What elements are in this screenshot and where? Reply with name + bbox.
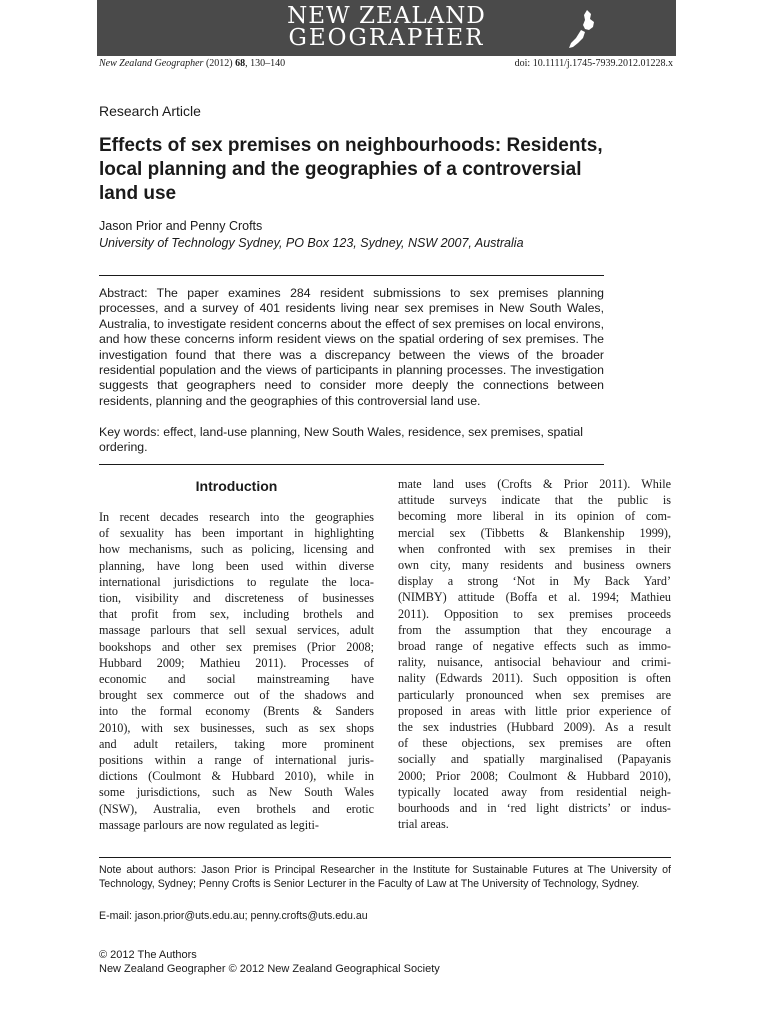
divider — [99, 275, 604, 276]
body-line: from the assumption that they encourage a — [398, 622, 671, 637]
copyright-line1: © 2012 The Authors — [99, 949, 197, 961]
body-line: economic and social mainstreaming have — [99, 672, 374, 687]
body-line: becoming more liberal in its opinion of com- — [398, 509, 671, 524]
keywords-text: effect, land-use planning, New South Wales, residence, sex premises, spatial ordering. — [99, 425, 583, 455]
body-line: trial areas. — [398, 817, 449, 832]
body-line: 2011). Opposition to sex premises proceeds — [398, 606, 671, 621]
masthead-line2: GEOGRAPHER — [288, 25, 485, 51]
body-line: typically located away from residential neigh- — [398, 784, 671, 799]
body-line: some jurisdictions, such as New South Wales — [99, 785, 374, 800]
citation-volume: 68 — [235, 58, 246, 69]
article-type: Research Article — [99, 103, 201, 119]
body-line: 2000; Prior 2008; Coulmont & Hubbard 2010), — [398, 768, 671, 783]
divider — [99, 857, 671, 858]
body-line: and adult retailers, taking more prominent — [99, 736, 374, 751]
divider — [99, 464, 604, 465]
body-line: massage parlours are now regulated as legiti- — [99, 817, 319, 832]
authors: Jason Prior and Penny Crofts — [99, 219, 263, 233]
keywords-label: Key words: — [99, 425, 160, 439]
body-line: mercial sex (Tibbetts & Blankenship 1999), — [398, 525, 671, 540]
abstract — [99, 286, 604, 409]
article-title: Effects of sex premises on neighbourhoods: Residents, local planning and the geographies of a controversial land use — [99, 135, 603, 204]
citation-year: (2012) — [203, 58, 236, 69]
body-line: bookshops and other sex premises (Prior 2008; — [99, 639, 374, 654]
new-zealand-map-icon — [563, 8, 603, 50]
body-line: proposed in areas with little prior experience of — [398, 703, 671, 718]
email-line[interactable]: E-mail: jason.prior@uts.edu.au; penny.crofts@uts.edu.au — [99, 910, 368, 922]
body-line: of sexuality has been important in highlighting — [99, 526, 374, 541]
copyright — [99, 948, 440, 976]
body-line: bourhoods and in ‘red light districts’ or indus- — [398, 801, 671, 816]
body-line: mate land uses (Crofts & Prior 2011). While — [398, 477, 671, 491]
body-line: of these objections, sex premises are often — [398, 736, 671, 751]
affiliation: University of Technology Sydney, PO Box 123, Sydney, NSW 2007, Australia — [99, 236, 524, 250]
body-line: (NSW), Australia, even brothels and erotic — [99, 801, 374, 816]
body-line: the sex industries (Hubbard 2009). As a result — [398, 720, 671, 735]
body-line: into the formal economy (Brents & Sanders — [99, 704, 374, 719]
body-line: that profit from sex, including brothels and — [99, 607, 374, 622]
body-line: international jurisdictions to regulate the loca- — [99, 574, 374, 589]
body-line: broad range of negative effects such as immo- — [398, 639, 671, 654]
body-column-left — [99, 509, 374, 833]
keywords — [99, 425, 604, 456]
body-line: how mechanisms, such as policing, licensing and — [99, 542, 374, 557]
section-heading: Introduction — [195, 478, 278, 494]
body-line: (NIMBY) attitude (Boffa et al. 1994; Mathieu — [398, 590, 671, 605]
body-line: dictions (Coulmont & Hubbard 2010), while in — [99, 769, 374, 784]
journal-masthead — [97, 0, 676, 56]
body-line: planning, have long been used within diverse — [99, 558, 374, 573]
citation-pages: , 130–140 — [245, 58, 286, 69]
body-line: Hubbard 2009; Mathieu 2011). Processes of — [99, 655, 374, 670]
citation — [99, 58, 285, 69]
copyright-line2: New Zealand Geographer © 2012 New Zealand Geographical Society — [99, 963, 440, 975]
abstract-label: Abstract: — [99, 286, 148, 300]
body-line: attitude surveys indicate that the public is — [398, 493, 671, 508]
masthead-line1: NEW ZEALAND — [287, 3, 486, 29]
body-line: when confronted with sex premises in their — [398, 541, 671, 556]
body-line: socially and spatially marginalised (Papayanis — [398, 752, 671, 767]
body-line: tion, visibility and discreteness of businesses — [99, 591, 374, 606]
body-line: rality, nuisance, antisocial behaviour and crimi- — [398, 655, 671, 670]
doi[interactable]: doi: 10.1111/j.1745-7939.2012.01228.x — [514, 58, 673, 69]
body-line: In recent decades research into the geographies — [99, 510, 374, 524]
body-column-right — [398, 476, 671, 832]
body-line: 2010), with sex businesses, such as sex shops — [99, 720, 374, 735]
author-note: Note about authors: Jason Prior is Principal Researcher in the Institute for Sustainable Futures at The University of Technology, Sydney; Penny Crofts is Senior Lecturer in the Faculty of Law at The University of Technology, Sydney. — [99, 864, 671, 890]
body-line: display a strong ‘Not in My Back Yard’ — [398, 574, 671, 589]
body-line: brought sex commerce out of the shadows and — [99, 688, 374, 703]
body-line: massage parlours that sell sexual services, adult — [99, 623, 374, 638]
body-line: own city, many residents and business owners — [398, 558, 671, 573]
body-line: particularly pronounced when sex premises are — [398, 687, 671, 702]
abstract-text: The paper examines 284 resident submissions to sex premises planning processes, and a survey of 401 residents living near sex premises in New South Wales, Australia, to investigate resident concerns about the effect of sex premises on local environs, and how these concerns inform resident views on the spatial ordering of sex premises. The investigation found that there was a discrepancy between the views of the broader residential population and the views of participants in planning processes. The investigation suggests that geographers need to consider more deeply the connections between residents, planning and the geographies of this controversial land use. — [99, 286, 604, 408]
body-line: positions within a range of international juris- — [99, 753, 374, 768]
body-line: nality (Edwards 2011). Such opposition is often — [398, 671, 671, 686]
citation-journal: New Zealand Geographer — [99, 58, 204, 69]
